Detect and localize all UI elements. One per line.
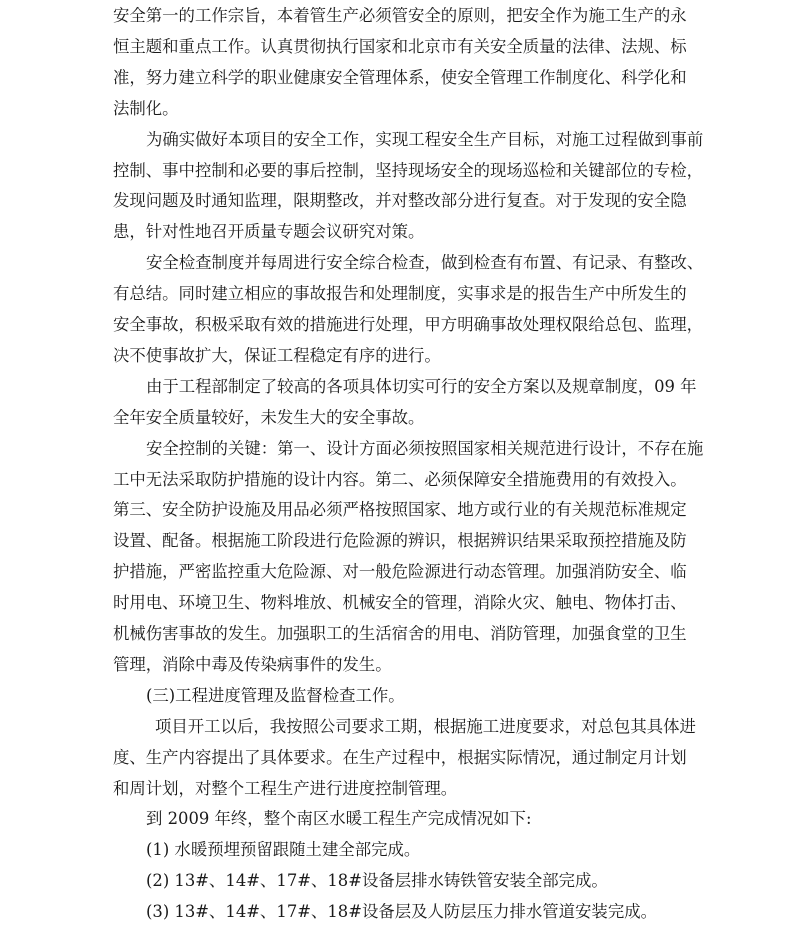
text-line: 为确实做好本项目的安全工作，实现工程安全生产目标，对施工过程做到事前: [146, 129, 704, 149]
text-line: 患，针对性地召开质量专题会议研究对策。: [113, 222, 425, 242]
text-line: 工中无法采取防护措施的设计内容。第二、必须保障安全措施费用的有效投入。: [113, 469, 687, 489]
text-line: 安全事故，积极采取有效的措施进行处理，甲方明确事故处理权限给总包、监理，: [113, 315, 704, 334]
text-line: 安全控制的关键：第一、设计方面必须按照国家相关规范进行设计，不存在施: [146, 438, 704, 458]
text-line: 第三、安全防护设施及用品必须严格按照国家、地方或行业的有关规范标准规定: [113, 500, 687, 520]
text-line: 安全检查制度并每周进行安全综合检查，做到检查有布置、有记录、有整改、: [146, 253, 704, 273]
text-line: 发现问题及时通知监理，限期整改，并对整改部分进行复查。对于发现的安全隐: [113, 191, 687, 211]
list-item: (3) 13#、14#、17#、18#设备层及人防层压力排水管道安装完成。: [146, 902, 657, 922]
text-line: 管理，消除中毒及传染病事件的发生。: [113, 654, 392, 674]
text-line: 法制化。: [113, 98, 179, 118]
text-line: 度、生产内容提出了具体要求。在生产过程中，根据实际情况，通过制定月计划: [113, 747, 687, 767]
text-line: 时用电、环境卫生、物料堆放、机械安全的管理，消除火灾、触电、物体打击、: [113, 593, 687, 613]
text-line: 到 2009 年终，整个南区水暖工程生产完成情况如下:: [146, 809, 532, 829]
text-line: 和周计划，对整个工程生产进行进度控制管理。: [113, 778, 458, 798]
text-line: 机械伤害事故的发生。加强职工的生活宿舍的用电、消防管理，加强食堂的卫生: [113, 624, 687, 643]
list-item: (1) 水暖预埋预留跟随土建全部完成。: [146, 840, 421, 860]
text-line: 控制、事中控制和必要的事后控制，坚持现场安全的现场巡检和关键部位的专检，: [113, 160, 704, 180]
list-item: (2) 13#、14#、17#、18#设备层排水铸铁管安装全部完成。: [146, 871, 608, 891]
text-line: 有总结。同时建立相应的事故报告和处理制度，实事求是的报告生产中所发生的: [113, 284, 687, 304]
text-line: 项目开工以后，我按照公司要求工期，根据施工进度要求，对总包其具体进: [155, 716, 696, 736]
text-line: 决不使事故扩大，保证工程稳定有序的进行。: [113, 345, 441, 365]
text-line: 全年安全质量较好，未发生大的安全事故。: [113, 407, 425, 427]
text-line: 安全第一的工作宗旨，本着管生产必须管安全的原则，把安全作为施工生产的永: [113, 6, 687, 25]
text-line: 由于工程部制定了较高的各项具体切实可行的安全方案以及规章制度，09 年: [146, 376, 697, 396]
text-line: 设置、配备。根据施工阶段进行危险源的辨识，根据辨识结果采取预控措施及防: [113, 531, 687, 551]
text-line: 护措施，严密监控重大危险源、对一般危险源进行动态管理。加强消防安全、临: [113, 562, 687, 582]
text-line: 准，努力建立科学的职业健康安全管理体系，使安全管理工作制度化、科学化和: [113, 67, 687, 87]
section-heading: (三)工程进度管理及监督检查工作。: [146, 685, 405, 705]
text-line: 恒主题和重点工作。认真贯彻执行国家和北京市有关安全质量的法律、法规、标: [113, 36, 687, 56]
